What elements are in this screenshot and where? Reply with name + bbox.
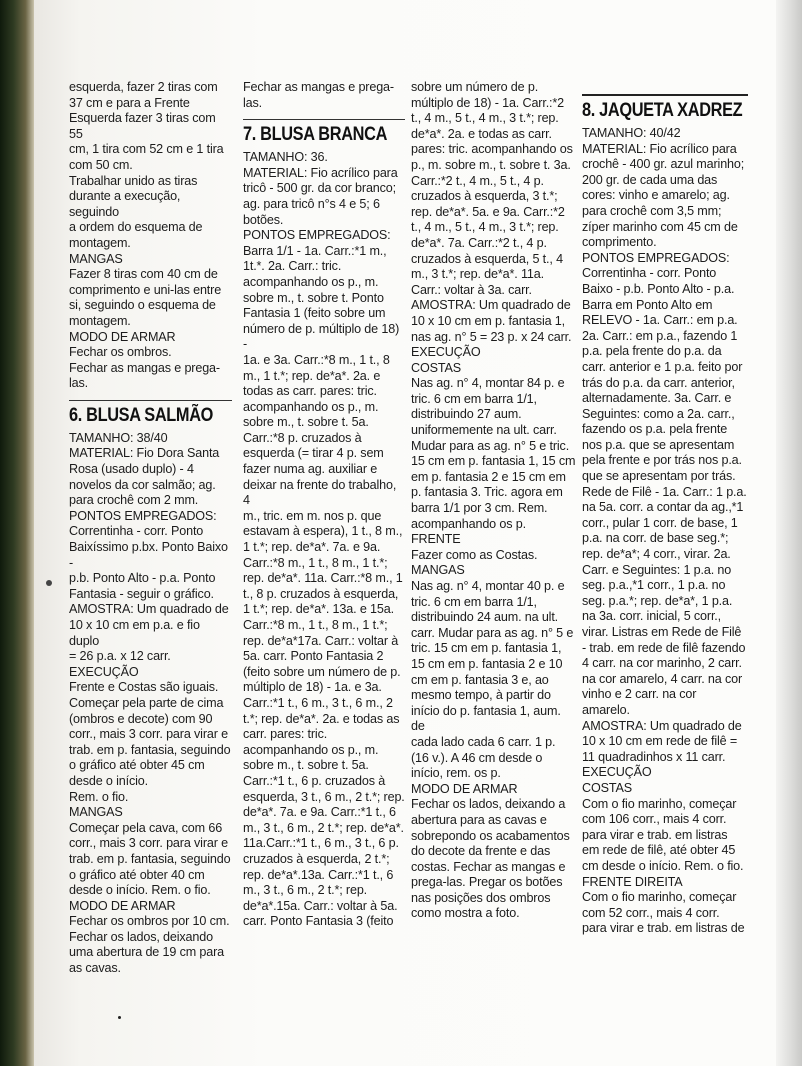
col3-body (411, 80, 577, 922)
text-line: MANGAS (69, 251, 123, 266)
text-line: todas as carr. pares: tric. (243, 384, 377, 399)
text-line: Fantasia 1 (feito sobre um (243, 306, 386, 321)
text-line: tric. 6 cm em barra 1/1, (411, 391, 537, 406)
text-line: 10 x 10 cm em rede de filê = (582, 734, 738, 749)
text-line: MODO DE ARMAR (69, 329, 176, 344)
text-line: 2a. Carr.: em p.a., fazendo 1 (582, 328, 738, 343)
text-line: tricô - 500 gr. da cor branco; (243, 181, 397, 196)
text-line: amarelo. (582, 702, 630, 717)
text-line: m., 3 t., 6 m., 2 t.*; rep. de*a*. (243, 820, 404, 835)
text-line: - trab. em rede de filê fazendo (582, 640, 746, 655)
text-line: Fechar os lados, deixando a (411, 797, 566, 812)
col2-body (243, 150, 405, 930)
text-line: TAMANHO: 36. (243, 150, 328, 165)
text-line: t.*; rep. de*a*. 2a. e todas as (243, 711, 400, 726)
text-line: seg. p.a.*; rep. de*a*, 1 p.a. (582, 593, 733, 608)
text-line: = 26 p.a. x 12 carr. (69, 649, 171, 664)
text-line: 200 gr. de cada uma das (582, 172, 718, 187)
text-line: 37 cm e para a Frente (69, 95, 190, 110)
text-line: (16 v.). A 46 cm desde o (411, 750, 543, 765)
text-line: nas ag. n° 5 = 23 p. x 24 carr. (411, 329, 572, 344)
section-title-jaqueta-xadrez: 8. JAQUETA XADREZ (582, 100, 743, 121)
text-line: trab. em p. fantasia, seguindo (69, 742, 231, 757)
column-3 (411, 80, 577, 922)
text-line: Começar pela cava, com 66 (69, 820, 223, 835)
text-line: comprimento. (582, 235, 657, 250)
text-line: RELEVO - 1a. Carr.: em p.a. (582, 313, 738, 328)
text-line: Rede de Filê - 1a. Carr.: 1 p.a. (582, 484, 747, 499)
text-line: Barra em Ponto Alto em (582, 297, 713, 312)
text-line: trab. em p. fantasia, seguindo (69, 851, 231, 866)
page-edge-shadow (776, 0, 802, 1066)
text-line: t., 4 m., 5 t., 4 m., 3 t.*; rep. (411, 220, 559, 235)
text-line: Barra 1/1 - 1a. Carr.:*1 m., (243, 243, 387, 258)
text-line: cruzados à esquerda, 5 t., 4 (411, 251, 563, 266)
text-line: cruzados à esquerda, 2 t.*; (243, 851, 390, 866)
text-line: o gráfico até obter 40 cm (69, 867, 205, 882)
column-1 (69, 80, 232, 977)
text-line: crochê - 400 gr. azul marinho; (582, 157, 745, 172)
text-line: Com o fio marinho, começar (582, 890, 737, 905)
text-line: Fazer como as Costas. (411, 547, 538, 562)
text-line: do decote da frente e das (411, 844, 551, 859)
text-line: p.a. pela frente do p.a. da (582, 344, 722, 359)
text-line: carr. anterior e 1 p.a. feito por (582, 359, 743, 374)
text-line: sobre m., t. sobre t. 5a. (243, 415, 369, 430)
text-line: FRENTE DIREITA (582, 874, 683, 889)
text-line: deixar na frente do trabalho, 4 (243, 477, 397, 508)
text-line: que se apresentam por trás. (582, 469, 736, 484)
text-line: PONTOS EMPREGADOS: (582, 250, 730, 265)
text-line: 15 cm em p. fantasia 1, 15 cm (411, 454, 576, 469)
col1-body (69, 431, 232, 977)
text-line: tric. 6 cm em barra 1/1, (411, 594, 537, 609)
text-line: Com o fio marinho, começar (582, 796, 737, 811)
text-line: sobrepondo os acabamentos (411, 828, 570, 843)
text-line: Baixo - p.b. Ponto Alto - p.a. (582, 281, 735, 296)
text-line: esquerda, fazer 2 tiras com (69, 80, 218, 94)
text-line: t., 4 m., 5 t., 4 m., 3 t.*; rep. (411, 111, 559, 126)
text-line: cores: vinho e amarelo; ag. (582, 188, 730, 203)
text-line: las. (243, 95, 262, 110)
text-line: de*a*.15a. Carr.: voltar à 5a. (243, 898, 398, 913)
text-line: 10 x 10 cm em p. fantasia 1, (411, 313, 566, 328)
text-line: com 106 corr., mais 4 corr. (582, 812, 727, 827)
text-line: desde o início. Rem. o fio. (69, 883, 211, 898)
text-line: acompanhando os p., m. (243, 742, 379, 757)
text-line: sobre m., t. sobre t. 5a. (243, 758, 369, 773)
text-line: m., 3 t., 6 m., 2 t.*; rep. (243, 883, 368, 898)
section-title-blusa-salmao: 6. BLUSA SALMÃO (69, 404, 214, 426)
text-line: Nas ag. n° 4, montar 84 p. e (411, 376, 565, 391)
text-line: 1t.*. 2a. Carr.: tric. (243, 259, 342, 274)
column-2 (243, 80, 405, 930)
text-line: EXECUÇÃO (582, 765, 652, 780)
text-line: sobre m., t. sobre t. Ponto (243, 290, 384, 305)
text-line: para virar e trab. em listras de (582, 921, 745, 936)
text-line: desde o início. (69, 773, 148, 788)
text-line: Fazer 8 tiras com 40 cm de (69, 267, 218, 282)
text-line: alternadamente. 3a. Carr. e (582, 391, 732, 406)
text-line: MODO DE ARMAR (69, 898, 176, 913)
text-line: distribuindo 27 aum. (411, 407, 522, 422)
text-line: montagem. (69, 313, 131, 328)
text-line: AMOSTRA: Um quadrado de (411, 298, 571, 313)
text-line: Começar pela parte de cima (69, 695, 224, 710)
text-line: Carr.: voltar à 3a. carr. (411, 282, 532, 297)
text-line: Mudar para as ag. n° 5 e tric. (411, 438, 570, 453)
text-line: novelos da cor salmão; ag. (69, 477, 216, 492)
text-line: MANGAS (411, 563, 465, 578)
text-line: vinho e 2 carr. na cor (582, 687, 697, 702)
col4-body (582, 126, 748, 937)
text-line: p.a. na corr. de base seg.*; (582, 531, 729, 546)
text-line: Carr.:*8 m., 1 t., 8 m., 1 t.*; (243, 618, 388, 632)
text-line: rep. de*a*.13a. Carr.:*1 t., 6 (243, 867, 394, 882)
text-line: m., 3 t.*; rep. de*a*. 11a. (411, 267, 544, 282)
text-line: Fechar os lados, deixando (69, 929, 213, 944)
text-line: rep. de*a*; 4 corr., virar. 2a. (582, 547, 731, 562)
text-line: Correntinha - corr. Ponto (582, 266, 717, 281)
text-line: TAMANHO: 40/42 (582, 126, 681, 140)
text-line: corr., mais 3 corr. para virar e (69, 727, 228, 742)
text-line: esquerda, 3 t., 6 m., 2 t.*; rep. (243, 789, 405, 804)
text-line: 11a.Carr.:*1 t., 6 m., 3 t., 6 p. (243, 836, 399, 851)
text-line: corr., pular 1 corr. de base, 1 (582, 515, 738, 530)
text-line: de*a*. 2a. e todas as carr. (411, 126, 552, 141)
text-line: durante a execução, seguindo (69, 189, 181, 219)
text-line: MATERIAL: Fio Dora Santa (69, 446, 220, 461)
text-line: rep. de*a*. 5a. e 9a. Carr.:*2 (411, 204, 565, 219)
text-line: trás do p.a. da carr. anterior, (582, 375, 735, 390)
text-line: p.b. Ponto Alto - p.a. Ponto (69, 571, 216, 586)
text-line: t., 8 p. cruzados à esquerda, (243, 586, 399, 601)
text-line: estavam à espera), 1 t., 8 m., (243, 524, 403, 539)
text-line: em p. fantasia 2 e 15 cm em (411, 469, 566, 484)
text-line: Carr.:*8 m., 1 t., 8 m., 1 t.*; (243, 555, 388, 570)
text-line: na 3a. corr. inicial, 5 corr., (582, 609, 721, 624)
text-line: para virar e trab. em listras (582, 827, 728, 842)
text-line: 11 quadradinhos x 11 carr. (582, 749, 726, 764)
text-line: mesmo tempo, à partir do (411, 688, 551, 703)
text-line: Fantasia - seguir o gráfico. (69, 586, 214, 601)
text-line: Carr.:*1 t., 6 m., 3 t., 6 m., 2 (243, 695, 393, 710)
text-line: cm desde o início. Rem. o fio. (582, 858, 744, 873)
text-line: comprimento e uni-las entre (69, 282, 222, 297)
text-line: (feito sobre um número de p. (243, 664, 401, 679)
text-line: zíper marinho com 45 cm de (582, 219, 738, 234)
text-line: com 50 cm. (69, 157, 133, 172)
text-line: acompanhando os p., m. (243, 399, 379, 414)
text-line: carr. Ponto Fantasia 3 (feito (243, 914, 394, 929)
text-line: Fechar as mangas e prega- (243, 80, 394, 94)
text-line: virar. Listras em Rede de Filê (582, 625, 742, 639)
text-line: fazer numa ag. auxiliar e (243, 462, 378, 477)
text-line: EXECUÇÃO (411, 345, 481, 360)
text-line: a ordem do esquema de (69, 220, 203, 235)
text-line: MATERIAL: Fio acrílico para (243, 165, 398, 180)
text-line: rep. de*a*17a. Carr.: voltar à (243, 633, 399, 648)
text-line: prega-las. Pregar os botões (411, 875, 563, 890)
text-line: FRENTE (411, 532, 461, 547)
text-line: Rosa (usado duplo) - 4 (69, 462, 194, 477)
text-line: corr., mais 3 corr. para virar e (69, 836, 228, 851)
text-line: 1a. e 3a. Carr.:*8 m., 1 t., 8 (243, 352, 390, 367)
section-divider (582, 94, 748, 96)
text-line: nas posições dos ombros (411, 890, 551, 905)
text-line: cada lado cada 6 carr. 1 p. (411, 734, 556, 749)
text-line: pela frente e por trás nos p.a. (582, 453, 742, 468)
text-line: distribuindo 24 aum. na ult. (411, 610, 559, 625)
text-line: em rede de filê, até obter 45 (582, 843, 736, 858)
section-divider (69, 400, 232, 401)
text-line: botões. (243, 212, 284, 227)
section-title-blusa-branca: 7. BLUSA BRANCA (243, 124, 388, 146)
text-line: 1 t.*; rep. de*a*. 7a. e 9a. (243, 540, 381, 555)
text-line: barra 1/1 por 3 cm. Rem. (411, 501, 548, 516)
text-line: AMOSTRA: Um quadrado de (582, 718, 742, 733)
text-line: Fechar os ombros. (69, 345, 172, 360)
text-line: COSTAS (411, 360, 461, 375)
text-line: 15 cm em p. fantasia 2 e 10 (411, 656, 563, 671)
text-line: MODO DE ARMAR (411, 781, 518, 796)
text-line: sobre um número de p. (411, 80, 539, 94)
text-line: 5a. carr. Ponto Fantasia 2 (243, 649, 384, 664)
text-line: costas. Fechar as mangas e (411, 859, 566, 874)
print-speck (118, 1016, 121, 1019)
text-line: para crochê com 3,5 mm; (582, 203, 722, 218)
text-line: rep. de*a*. 11a. Carr.:*8 m., 1 (243, 571, 403, 586)
text-line: abertura para as cavas e (411, 812, 547, 827)
text-line: PONTOS EMPREGADOS: (69, 508, 217, 523)
text-line: si, seguindo o esquema de (69, 298, 216, 313)
text-line: (ombros e decote) com 90 (69, 711, 213, 726)
text-line: tric. 15 cm em p. fantasia 1, (411, 641, 562, 656)
text-line: início, rem. os p. (411, 766, 501, 781)
column-4 (582, 94, 748, 937)
text-line: como mostra a foto. (411, 906, 520, 921)
text-line: esquerda (= tirar 4 p. sem (243, 446, 384, 461)
text-line: Fechar os ombros por 10 cm. (69, 914, 230, 929)
text-line: 1 t.*; rep. de*a*. 13a. e 15a. (243, 602, 394, 617)
text-line: o gráfico até obter 45 cm (69, 758, 205, 773)
text-line: Carr.:*2 t., 4 m., 5 t., 4 p. (411, 173, 544, 188)
col1-intro (69, 80, 232, 392)
text-line: ag. para tricô n°s 4 e 5; 6 (243, 196, 380, 211)
text-line: para crochê com 2 mm. (69, 493, 199, 508)
text-line: múltiplo de 18) - 1a. e 3a. (243, 680, 382, 695)
text-line: Nas ag. n° 4, montar 40 p. e (411, 579, 565, 593)
text-line: Rem. o fio. (69, 789, 129, 804)
text-line: de*a*. 7a. e 9a. Carr.:*1 t., 6 (243, 805, 396, 820)
text-line: múltiplo de 18) - 1a. Carr.:*2 (411, 95, 564, 110)
text-line: uma abertura de 19 cm para (69, 945, 225, 960)
text-line: fazendo os p.a. pela frente (582, 422, 728, 437)
text-line: acompanhando os p., m. (243, 274, 379, 289)
text-line: Correntinha - corr. Ponto (69, 524, 204, 539)
text-line: Esquerda fazer 3 tiras com 55 (69, 111, 216, 141)
text-line: carr. pares: tric. (243, 727, 328, 742)
text-line: carr. Mudar para as ag. n° 5 e (411, 625, 574, 640)
text-line: 4 carr. na cor marinho, 2 carr. (582, 656, 742, 671)
text-line: início do p. fantasia 1, aum. de (411, 703, 561, 734)
text-line: las. (69, 376, 88, 391)
text-line: p. fantasia 3. Tric. agora em (411, 485, 563, 500)
text-line: Carr. e Seguintes: 1 p.a. no (582, 562, 732, 577)
text-line: uniformemente na ult. carr. (411, 423, 557, 438)
text-line: Carr.:*8 p. cruzados à (243, 430, 362, 445)
text-line: cruzados à esquerda, 3 t.*; (411, 189, 558, 204)
text-line: pares: tric. acompanhando os (411, 142, 573, 157)
text-line: de*a*. 7a. Carr.:*2 t., 4 p. (411, 235, 547, 250)
text-line: m., 1 t.*; rep. de*a*. 2a. e (243, 368, 381, 383)
text-line: Carr.:*1 t., 6 p. cruzados à (243, 773, 386, 788)
text-line: Baixíssimo p.bx. Ponto Baixo - (69, 540, 228, 570)
text-line: número de p. múltiplo de 18) - (243, 321, 400, 352)
text-line: montagem. (69, 235, 131, 250)
text-line: cm, 1 tira com 52 cm e 1 tira (69, 142, 224, 157)
text-line: as cavas. (69, 961, 121, 976)
text-line: com 52 corr., mais 4 corr. (582, 905, 720, 920)
text-line: cm em p. fantasia 3 e, ao (411, 672, 549, 687)
text-line: na cor amarelo, 4 carr. na cor (582, 671, 742, 686)
text-line: Fechar as mangas e prega- (69, 360, 220, 375)
section-divider (243, 119, 405, 120)
text-line: PONTOS EMPREGADOS: (243, 228, 391, 243)
book-spine (0, 0, 34, 1066)
text-line: COSTAS (582, 780, 632, 795)
text-line: na 5a. corr. a contar da ag.,*1 (582, 500, 744, 515)
text-line: Seguintes: como a 2a. carr., (582, 406, 735, 421)
text-line: m., tric. em m. nos p. que (243, 508, 382, 523)
text-line: acompanhando os p. (411, 516, 526, 531)
text-line: TAMANHO: 38/40 (69, 430, 168, 445)
text-line: EXECUÇÃO (69, 664, 139, 679)
text-line: Frente e Costas são iguais. (69, 680, 219, 695)
text-line: AMOSTRA: Um quadrado de (69, 602, 229, 617)
col2-intro (243, 80, 405, 111)
text-line: MATERIAL: Fio acrílico para (582, 141, 737, 156)
text-line: seg. p.a.,*1 corr., 1 p.a. no (582, 578, 726, 593)
print-speck (46, 580, 52, 586)
text-line: 10 x 10 cm em p.a. e fio duplo (69, 618, 200, 648)
text-line: p., m. sobre m., t. sobre t. 3a. (411, 157, 571, 172)
text-line: nos p.a. que se apresentam (582, 437, 735, 452)
text-line: Trabalhar unido as tiras (69, 173, 198, 188)
text-line: MANGAS (69, 805, 123, 820)
